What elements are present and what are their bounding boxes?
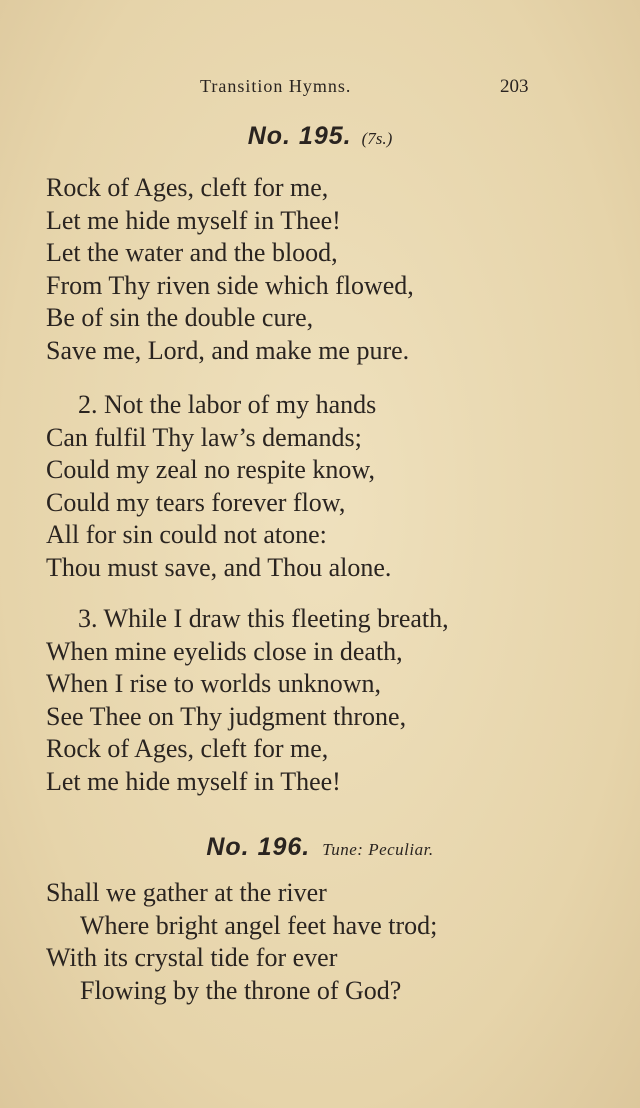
- verse-line: From Thy riven side which flowed,: [46, 270, 414, 300]
- verse-line: Rock of Ages, cleft for me,: [46, 734, 329, 764]
- hymn-195-stanza-1: [46, 172, 620, 368]
- verse-line: Save me, Lord, and make me pure.: [46, 335, 410, 365]
- running-title: Transition Hymns.: [200, 76, 352, 96]
- verse-line: When mine eyelids close in death,: [46, 636, 403, 666]
- hymn-195-stanza-3: [46, 603, 620, 799]
- hymn-195-heading: [0, 122, 640, 151]
- verse-line: 2. Not the labor of my hands: [78, 390, 377, 419]
- hymn-number: No. 195.: [247, 122, 352, 150]
- verse-line: Be of sin the double cure,: [46, 303, 314, 333]
- hymn-195-stanza-2: [46, 389, 620, 585]
- verse-line: Where bright angel feet have trod;: [80, 910, 438, 940]
- hymn-meter: (7s.): [361, 129, 393, 148]
- verse-line: Shall we gather at the river: [46, 878, 327, 907]
- hymn-number: No. 196.: [206, 833, 311, 861]
- verse-line: Rock of Ages, cleft for me,: [46, 173, 329, 202]
- verse-line: Flowing by the throne of God?: [80, 975, 402, 1005]
- hymn-196-heading: [0, 833, 640, 862]
- verse-line: Let me hide myself in Thee!: [46, 205, 341, 235]
- verse-line: Let the water and the blood,: [46, 238, 338, 268]
- verse-line: 3. While I draw this fleeting breath,: [78, 604, 449, 633]
- verse-line: Could my zeal no respite know,: [46, 455, 376, 485]
- hymn-196-stanza-1: [46, 877, 620, 1007]
- verse-line: When I rise to worlds unknown,: [46, 669, 382, 699]
- verse-line: Can fulfil Thy law’s demands;: [46, 422, 362, 452]
- hymn-tune: Tune: Peculiar.: [322, 840, 434, 859]
- verse-line: Thou must save, and Thou alone.: [46, 552, 392, 582]
- verse-line: With its crystal tide for ever: [46, 943, 338, 973]
- verse-line: See Thee on Thy judgment throne,: [46, 701, 407, 731]
- page-number: 203: [500, 76, 529, 97]
- verse-line: Could my tears forever flow,: [46, 487, 346, 517]
- verse-line: All for sin could not atone:: [46, 520, 327, 550]
- verse-line: Let me hide myself in Thee!: [46, 766, 341, 796]
